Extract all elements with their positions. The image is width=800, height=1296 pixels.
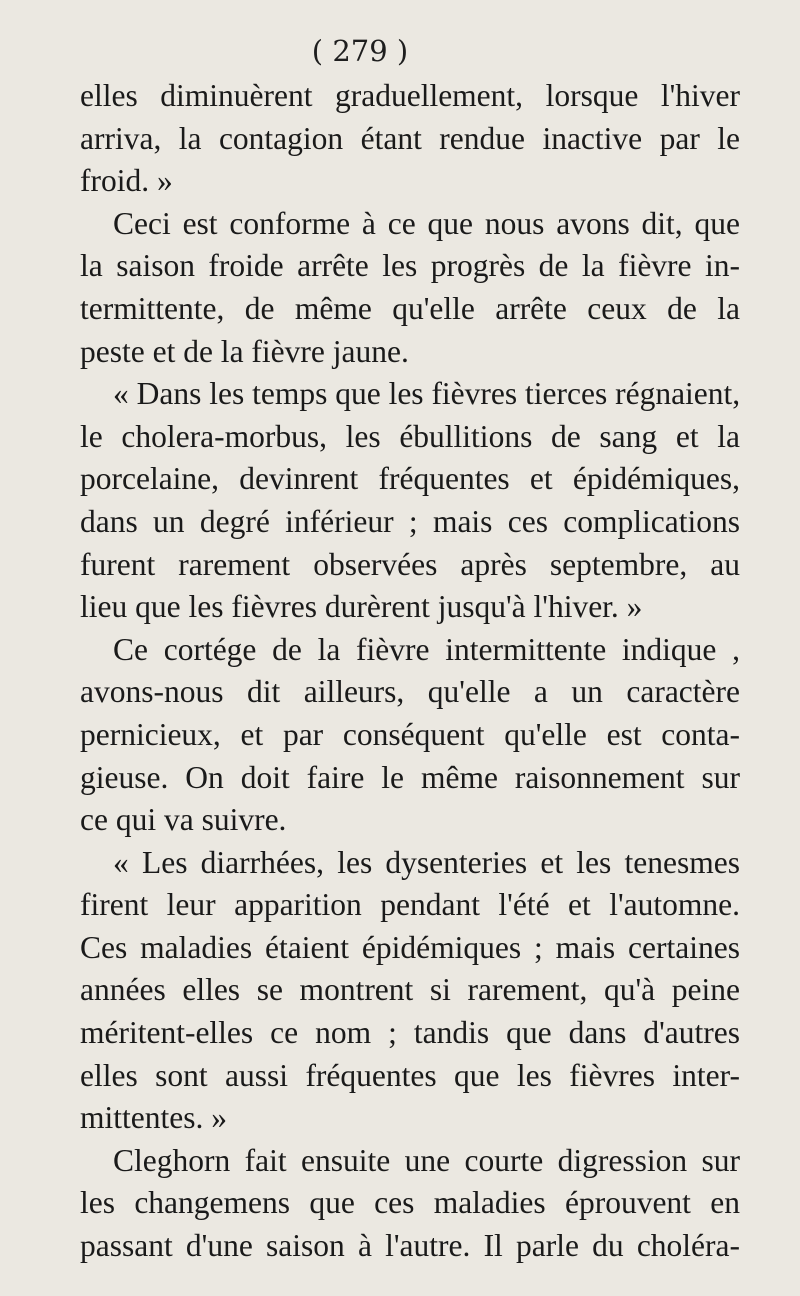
text-line: « Les diarrhées, les dysenteries et les tenesmes <box>113 844 740 880</box>
text-line: dans un degré inférieur ; mais ces complications <box>80 503 740 539</box>
text-line: méritent-elles ce nom ; tandis que dans d'autres <box>80 1015 740 1051</box>
text-line: Cleghorn fait ensuite une courte digression sur <box>113 1142 740 1178</box>
text-line: peste et de la fièvre jaune. <box>80 333 409 369</box>
page-number: ( 279 ) <box>311 34 409 68</box>
text-line: Ceci est conforme à ce que nous avons dit, que <box>113 205 740 241</box>
body-text <box>80 75 740 1268</box>
text-line: pernicieux, et par conséquent qu'elle est conta- <box>80 716 740 752</box>
text-line: firent leur apparition pendant l'été et l'automne. <box>80 887 740 923</box>
text-line: gieuse. On doit faire le même raisonnement sur <box>80 759 740 795</box>
text-line: mittentes. » <box>80 1100 227 1136</box>
text-line: la saison froide arrête les progrès de la fièvre in- <box>80 248 740 284</box>
text-line: arriva, la contagion étant rendue inactive par le <box>80 120 740 156</box>
text-line: Ce cortége de la fièvre intermittente indique , <box>113 631 740 667</box>
text-line: années elles se montrent si rarement, qu'à peine <box>80 972 740 1008</box>
text-line: les changemens que ces maladies éprouvent en <box>80 1185 740 1221</box>
text-line: furent rarement observées après septembre, au <box>80 546 740 582</box>
text-line: froid. » <box>80 163 173 199</box>
text-line: « Dans les temps que les fièvres tierces régnaient, <box>113 376 741 412</box>
text-line: le cholera-morbus, les ébullitions de sang et la <box>80 418 740 454</box>
text-line: porcelaine, devinrent fréquentes et épidémiques, <box>80 461 740 497</box>
text-line: avons-nous dit ailleurs, qu'elle a un caractère <box>80 674 740 710</box>
text-line: elles sont aussi fréquentes que les fièvres inter- <box>80 1057 740 1093</box>
text-line: elles diminuèrent graduellement, lorsque l'hiver <box>80 78 740 113</box>
text-line: termittente, de même qu'elle arrête ceux de la <box>80 290 740 326</box>
text-line: ce qui va suivre. <box>80 802 287 838</box>
text-line: lieu que les fièvres durèrent jusqu'à l'hiver. » <box>80 589 643 625</box>
text-line: Ces maladies étaient épidémiques ; mais certaines <box>80 929 740 965</box>
text-line: passant d'une saison à l'autre. Il parle du choléra- <box>80 1228 740 1264</box>
